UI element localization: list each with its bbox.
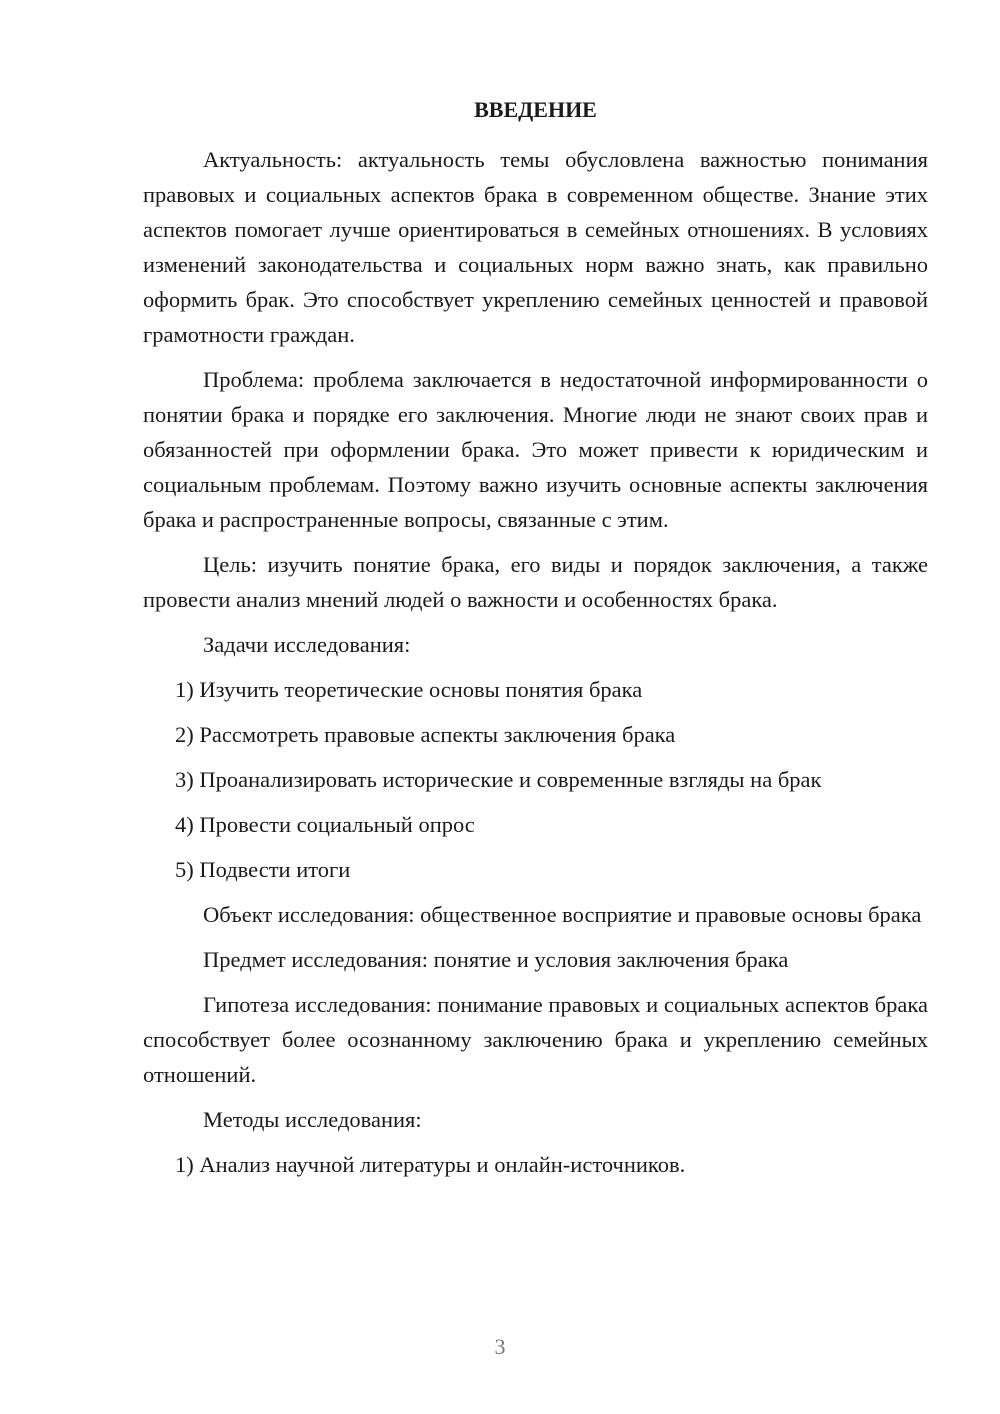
list-item: 1) Изучить теоретические основы понятия брака [175,677,643,702]
page-title: ВВЕДЕНИЕ [474,97,597,122]
page-number: 3 [494,1334,506,1359]
list-item: 2) Рассмотреть правовые аспекты заключения брака [175,722,676,747]
tasks-list [143,672,928,887]
list-item: 4) Провести социальный опрос [175,812,475,837]
problem-paragraph: Проблема: проблема заключается в недостаточной информированности о понятии брака и порядке его заключения. Многие люди не знают своих прав и обязанностей при оформлении брака. Это может привести к юридическим и социальным проблемам. Поэтому важно изучить основные аспекты заключения брака и распространенные вопросы, связанные с этим. [143,367,928,532]
hypothesis-paragraph: Гипотеза исследования: понимание правовых и социальных аспектов брака способствует более осознанному заключению брака и укреплению семейных отношений. [143,992,928,1087]
methods-heading: Методы исследования: [203,1107,422,1132]
goal-paragraph: Цель: изучить понятие брака, его виды и порядок заключения, а также провести анализ мнений людей о важности и особенностях брака. [143,552,928,612]
document-page [143,92,928,1192]
relevance-paragraph: Актуальность: актуальность темы обусловлена важностью понимания правовых и социальных аспектов брака в современном обществе. Знание этих аспектов помогает лучше ориентироваться в семейных отношениях. В условиях изменений законодательства и социальных норм важно знать, как правильно оформить брак. Это способствует укреплению семейных ценностей и правовой грамотности граждан. [143,147,928,347]
list-item: 3) Проанализировать исторические и современные взгляды на брак [175,767,822,792]
object-paragraph: Объект исследования: общественное восприятие и правовые основы брака [203,902,922,927]
methods-list [143,1147,928,1182]
list-item: 5) Подвести итоги [175,857,351,882]
subject-paragraph: Предмет исследования: понятие и условия заключения брака [203,947,789,972]
list-item: 1) Анализ научной литературы и онлайн-источников. [175,1152,686,1177]
tasks-heading: Задачи исследования: [203,632,411,657]
